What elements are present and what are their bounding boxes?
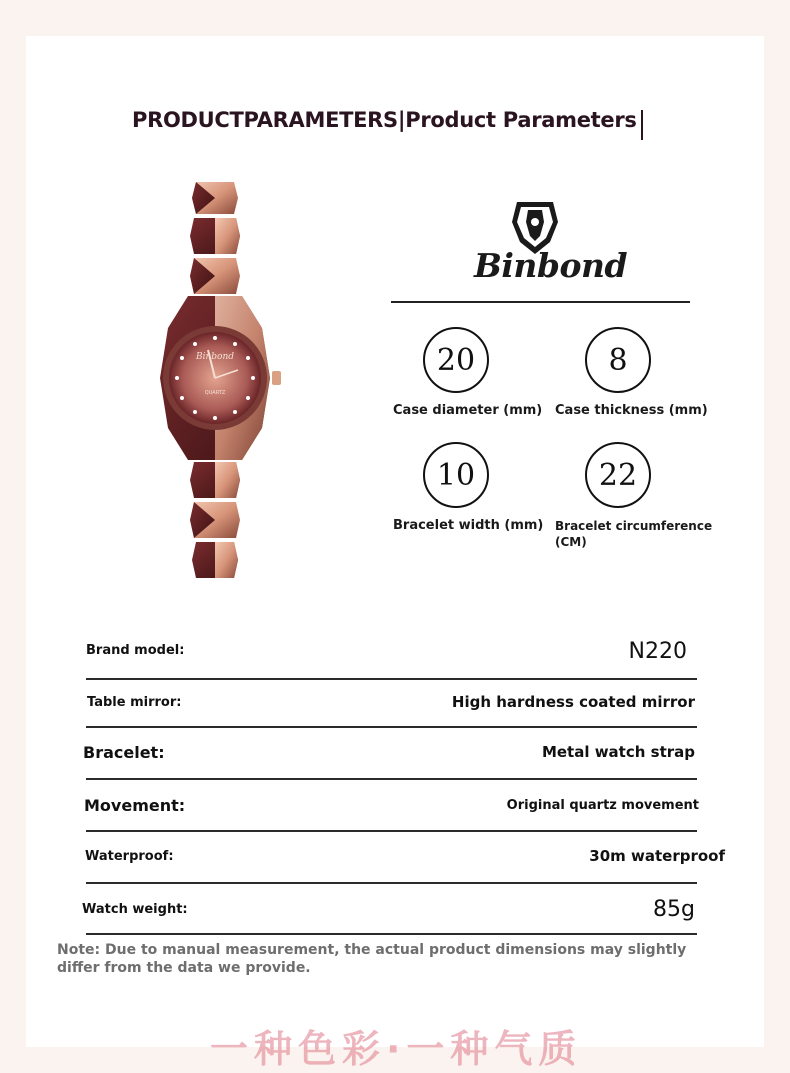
bottom-banner-text: 一种色彩·一种气质: [210, 1027, 583, 1071]
row-divider: [86, 726, 697, 728]
row-divider: [86, 678, 697, 680]
spec-value: 8: [585, 327, 651, 393]
row-divider: [86, 882, 697, 884]
param-label-table-mirror: Table mirror:: [87, 695, 182, 710]
spec-value: 10: [423, 442, 489, 508]
svg-text:QUARTZ: QUARTZ: [204, 390, 226, 396]
title-divider: [641, 110, 643, 140]
page-title: PRODUCTPARAMETERS|Product Parameters: [132, 108, 637, 132]
spec-value: 20: [423, 327, 489, 393]
param-label-bracelet: Bracelet:: [83, 743, 165, 762]
param-value-bracelet: Metal watch strap: [541, 743, 695, 761]
row-divider: [86, 778, 697, 780]
spec-case-thickness: [555, 327, 725, 418]
bracelet-bottom: [190, 462, 240, 578]
param-value-watch-weight: 85g: [653, 897, 695, 922]
param-label-waterproof: Waterproof:: [85, 849, 174, 864]
watch-image: [150, 178, 290, 588]
spec-label: Bracelet width (mm): [393, 518, 544, 533]
svg-text:Binbond: Binbond: [195, 352, 235, 362]
param-value-table-mirror: High hardness coated mirror: [451, 693, 695, 711]
param-label-watch-weight: Watch weight:: [82, 902, 188, 917]
spec-case-diameter: [393, 327, 563, 418]
spec-label: Case thickness (mm): [555, 403, 708, 418]
brand-logo-text: Binbond: [474, 246, 628, 285]
logo-divider: [391, 301, 690, 303]
param-value-movement: Original quartz movement: [506, 798, 699, 813]
spec-value: 22: [585, 442, 651, 508]
row-divider: [86, 830, 697, 832]
param-label-movement: Movement:: [84, 796, 186, 815]
param-label-brand-model: Brand model:: [86, 643, 185, 658]
spec-label: Case diameter (mm): [393, 403, 543, 418]
param-value-waterproof: 30m waterproof: [589, 847, 725, 865]
measurement-note: Note: Due to manual measurement, the actual product dimensions may slightly differ from the data we provide.: [57, 942, 687, 976]
param-value-brand-model: N220: [628, 639, 687, 664]
bracelet-top: [190, 182, 240, 294]
spec-label: Bracelet circumference (CM): [555, 519, 713, 549]
spec-bracelet-circumference: [555, 442, 725, 550]
spec-bracelet-width: [393, 442, 563, 533]
watch-case: [160, 296, 281, 460]
row-divider: [86, 933, 697, 935]
